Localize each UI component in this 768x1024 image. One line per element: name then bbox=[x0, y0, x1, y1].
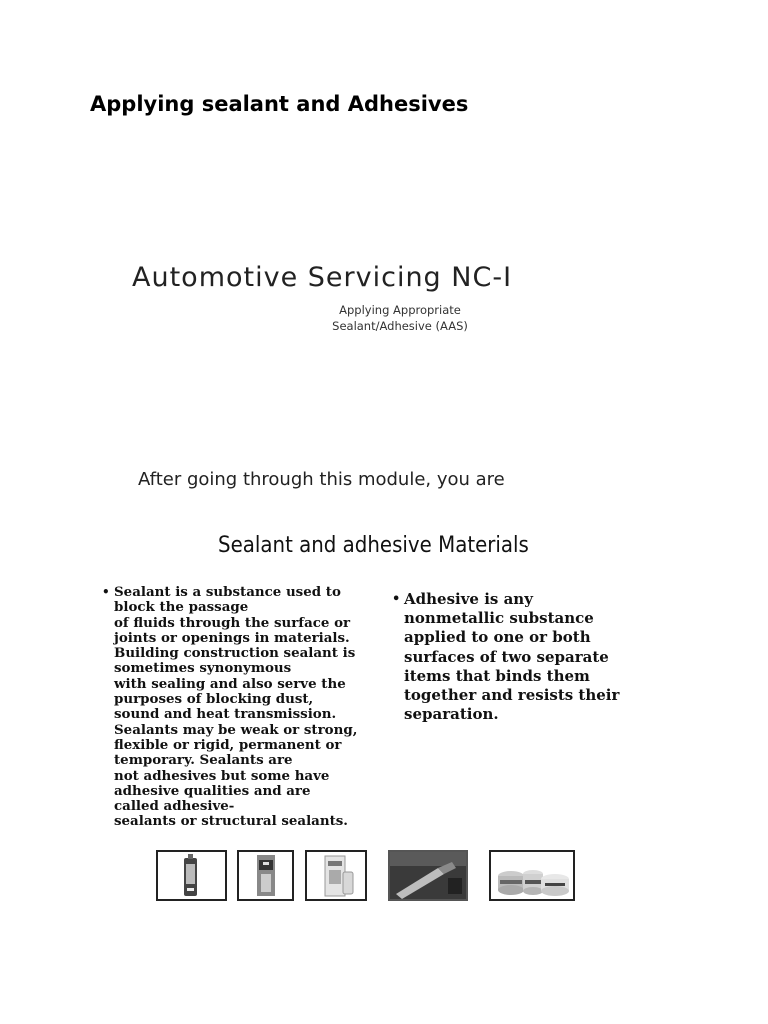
slide-title: Automotive Servicing NC-I bbox=[132, 262, 513, 293]
sealant-line: not adhesives but some have bbox=[114, 767, 330, 784]
sealant-line: Sealant is a substance used to bbox=[114, 584, 341, 600]
adhesive-line: separation. bbox=[404, 705, 499, 724]
adhesive-column bbox=[392, 590, 620, 724]
adhesive-line: surfaces of two separate bbox=[404, 647, 609, 666]
sealant-line: Sealants may be weak or strong, bbox=[114, 721, 358, 738]
sealant-line: with sealing and also serve the bbox=[114, 675, 346, 692]
sealant-line: temporary. Sealants are bbox=[114, 752, 293, 769]
sealant-column bbox=[102, 584, 358, 830]
adhesive-line: together and resists their bbox=[404, 686, 620, 705]
adhesive-line: applied to one or both bbox=[404, 628, 591, 647]
sealant-tube-icon bbox=[158, 852, 225, 899]
adhesive-line: nonmetallic substance bbox=[404, 609, 594, 628]
slide-subtitle-line-2: Sealant/Adhesive (AAS) bbox=[332, 319, 468, 333]
adhesive-containers-image bbox=[489, 850, 575, 901]
sealant-line: of fluids through the surface or bbox=[114, 614, 351, 631]
sealant-line: Building construction sealant is bbox=[114, 645, 356, 662]
sealant-line: joints or openings in materials. bbox=[114, 629, 350, 646]
sealant-line: block the passage bbox=[114, 599, 249, 616]
document-heading: Applying sealant and Adhesives bbox=[90, 92, 469, 116]
caulking-gun-image bbox=[388, 850, 468, 901]
sealant-box-icon bbox=[307, 852, 365, 899]
sealant-line: adhesive qualities and are bbox=[114, 782, 311, 799]
sealant-line: sound and heat transmission. bbox=[114, 706, 337, 723]
sealant-bullet: • bbox=[102, 585, 110, 599]
adhesive-line: Adhesive is any bbox=[404, 590, 533, 608]
sealant-box-image bbox=[305, 850, 367, 901]
adhesive-package-image bbox=[237, 850, 294, 901]
intro-text: After going through this module, you are bbox=[138, 469, 505, 490]
sealant-line: sealants or structural sealants. bbox=[114, 813, 348, 830]
slide-subtitle-line-1: Applying Appropriate bbox=[339, 303, 461, 317]
sealant-line: flexible or rigid, permanent or bbox=[114, 736, 342, 753]
sealant-tube-image bbox=[156, 850, 227, 901]
adhesive-containers-icon bbox=[491, 852, 573, 899]
adhesive-line: items that binds them bbox=[404, 666, 590, 685]
sealant-line: purposes of blocking dust, bbox=[114, 691, 314, 708]
adhesive-bullet: • bbox=[392, 592, 401, 607]
caulking-gun-icon bbox=[390, 852, 466, 899]
sealant-line: sometimes synonymous bbox=[114, 660, 292, 677]
adhesive-package-icon bbox=[239, 852, 292, 899]
materials-title: Sealant and adhesive Materials bbox=[218, 533, 529, 558]
sealant-line: called adhesive- bbox=[114, 798, 235, 815]
